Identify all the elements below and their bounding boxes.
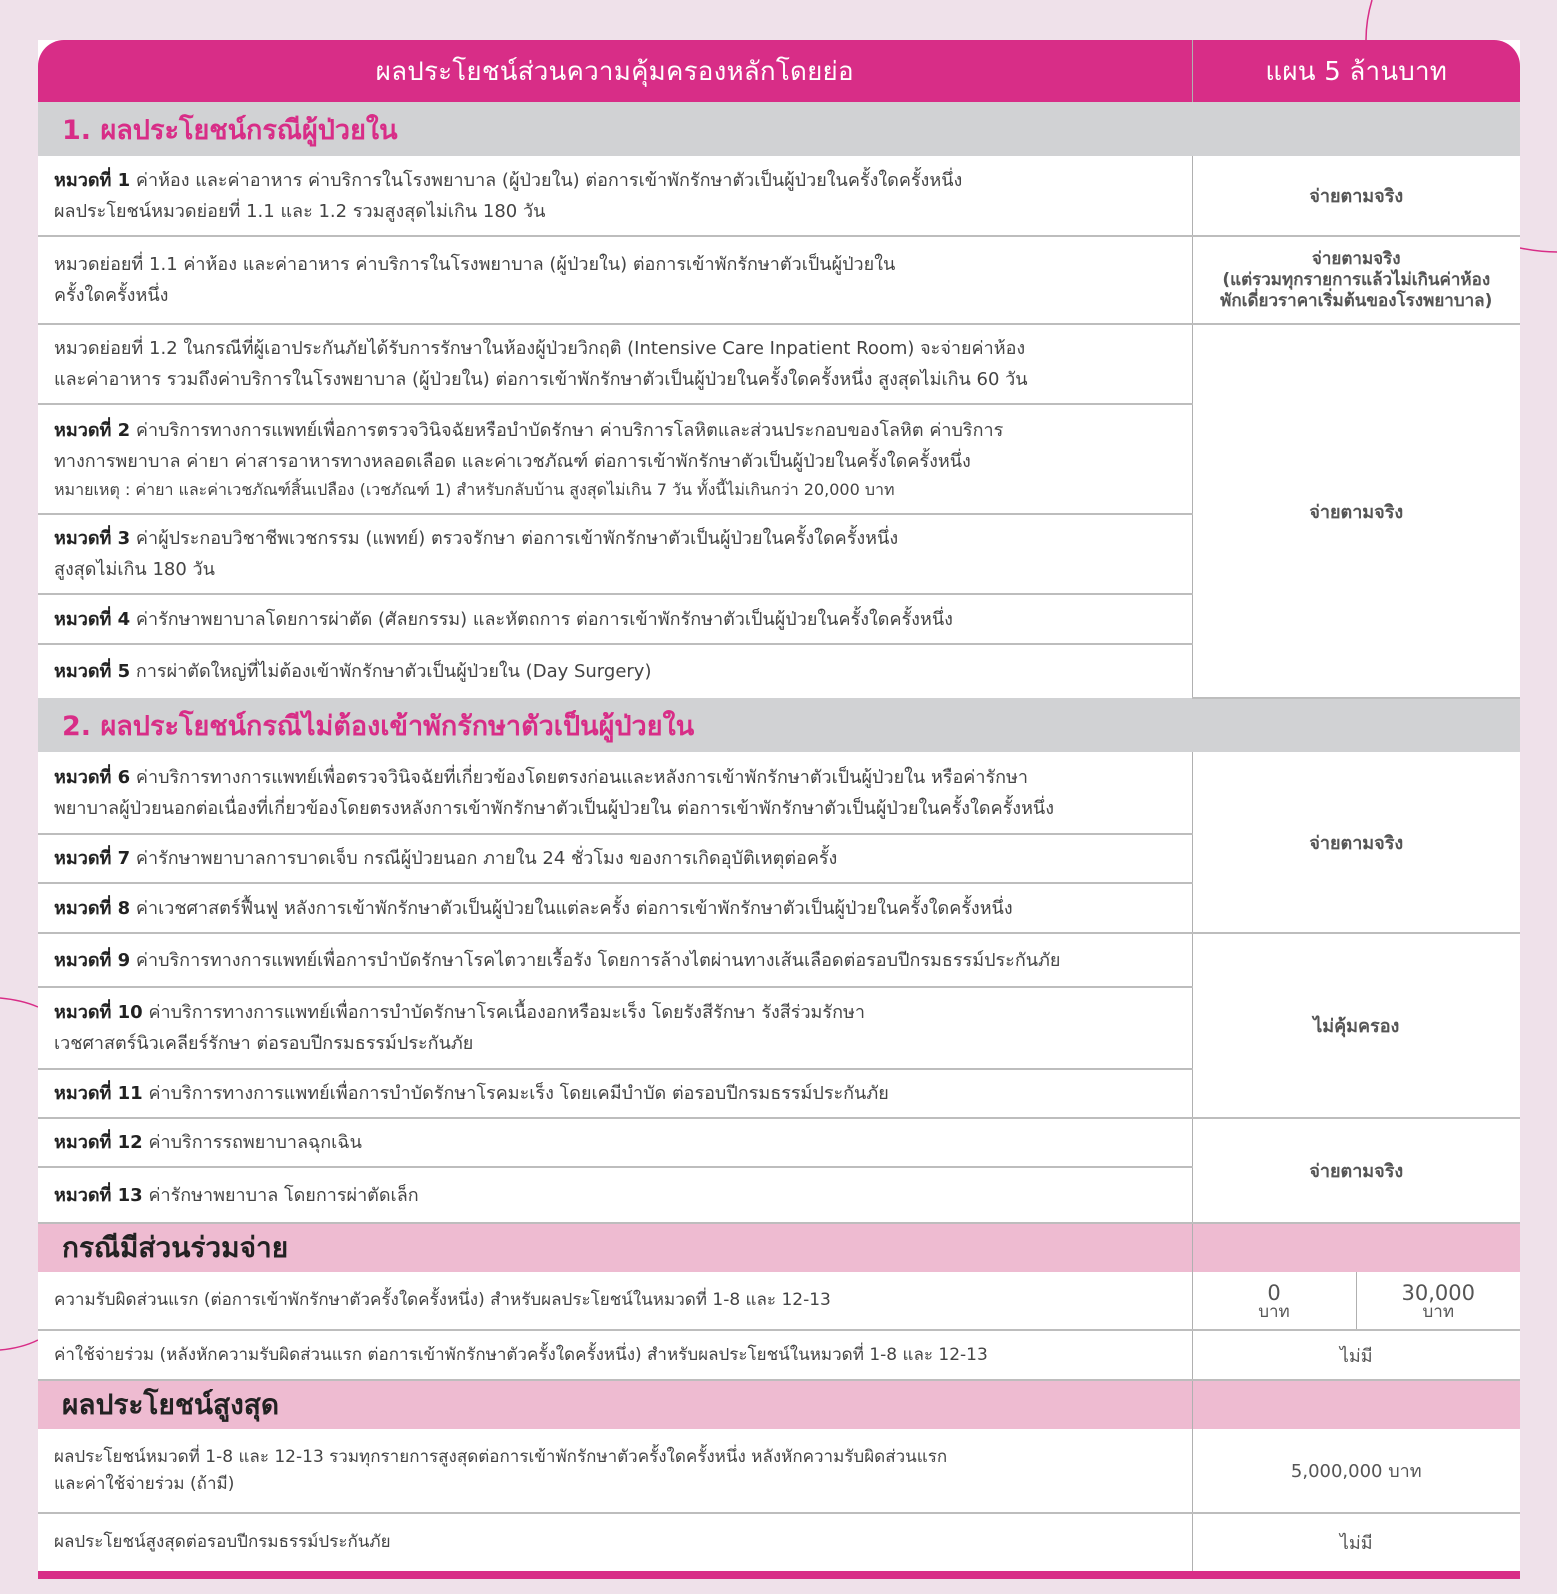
value-cell: จ่ายตามจริง: [1192, 752, 1520, 933]
table-row: [38, 1272, 1520, 1330]
category-text: หมวดย่อยที่ 1.1 ค่าห้อง และค่าอาหาร ค่าบริการในโรงพยาบาล (ผู้ป่วยใน) ต่อการเข้าพักรักษาตัวเป็นผู้ป่วยใน: [54, 254, 896, 275]
category-text: ค่าบริการทางการแพทย์เพื่อการบำบัดรักษาโรคมะเร็ง โดยเคมีบำบัด ต่อรอบปีกรมธรรม์ประกันภัย: [148, 1083, 889, 1104]
category-text: ค่าบริการทางการแพทย์เพื่อการบำบัดรักษาโรคไตวายเรื้อรัง โดยการล้างไตผ่านทางเส้นเลือดต่อรอบปีกรมธรรม์ประกันภัย: [135, 949, 1061, 971]
header-plan: แผน 5 ล้านบาท: [1192, 40, 1520, 102]
row-category-10: [38, 987, 1192, 1069]
category-label: หมวดที่ 1: [54, 169, 131, 191]
row-deductible: ความรับผิดส่วนแรก (ต่อการเข้าพักรักษาตัวครั้งใดครั้งหนึ่ง) สำหรับผลประโยชน์ในหมวดที่ 1-8 และ 12-13: [38, 1272, 1192, 1330]
option-amount: 0: [1267, 1280, 1281, 1305]
table-row: [38, 933, 1520, 987]
category-label: หมวดที่ 11: [54, 1083, 143, 1104]
table-row: [38, 156, 1520, 236]
category-text-line2: ผลประโยชน์หมวดย่อยที่ 1.1 และ 1.2 รวมสูงสุดไม่เกิน 180 วัน: [54, 200, 546, 222]
row-category-12: [38, 1118, 1192, 1167]
row-category-3: [38, 514, 1192, 594]
deductible-option-30000: [1356, 1272, 1520, 1330]
category-text-line2: พยาบาลผู้ป่วยนอกต่อเนื่องที่เกี่ยวข้องโดยตรงหลังการเข้าพักรักษาตัวเป็นผู้ป่วยใน ต่อการเข้าพักรักษาตัวเป็นผู้ป่วยในครั้งใดครั้งหนึ่ง: [54, 797, 1055, 819]
row-subcategory-1-2: [38, 324, 1192, 404]
category-note: หมายเหตุ : ค่ายา และค่าเวชภัณฑ์สิ้นเปลือง (เวชภัณฑ์ 1) สำหรับกลับบ้าน สูงสุดไม่เกิน 7 วัน ทั้งนี้ไม่เกินกว่า 20,000 บาท: [54, 480, 895, 499]
category-text: ค่ารักษาพยาบาลการบาดเจ็บ กรณีผู้ป่วยนอก ภายใน 24 ชั่วโมง ของการเกิดอุบัติเหตุต่อครั้ง: [135, 848, 838, 869]
table-row: [38, 752, 1520, 834]
option-unit: บาท: [1258, 1301, 1290, 1322]
category-text: หมวดย่อยที่ 1.2 ในกรณีที่ผู้เอาประกันภัยได้รับการรักษาในห้องผู้ป่วยวิกฤติ (Intensive Care Inpatient Room) จะจ่ายค่าห้อง: [54, 338, 1026, 359]
category-label: หมวดที่ 5: [54, 661, 131, 682]
category-text: ค่าผู้ประกอบวิชาชีพเวชกรรม (แพทย์) ตรวจรักษา ต่อการเข้าพักรักษาตัวเป็นผู้ป่วยในครั้งใดครั้งหนึ่ง: [135, 528, 899, 549]
category-text: ค่าห้อง และค่าอาหาร ค่าบริการในโรงพยาบาล (ผู้ป่วยใน) ต่อการเข้าพักรักษาตัวเป็นผู้ป่วยในครั้งใดครั้งหนึ่ง: [135, 169, 963, 191]
benefits-table-container: [38, 40, 1520, 1579]
category-label: หมวดที่ 7: [54, 848, 131, 869]
value-main: จ่ายตามจริง: [1311, 248, 1401, 269]
category-label: หมวดที่ 4: [54, 608, 131, 630]
section-title: กรณีมีส่วนร่วมจ่าย: [38, 1223, 1192, 1272]
benefits-table: [38, 40, 1520, 1571]
category-text: ค่าเวชศาสตร์ฟื้นฟู หลังการเข้าพักรักษาตัวเป็นผู้ป่วยในแต่ละครั้ง ต่อการเข้าพักรักษาตัวเป็นผู้ป่วยในครั้งใดครั้งหนึ่ง: [135, 897, 1013, 919]
section-spacer: [1192, 1223, 1520, 1272]
row-category-13: [38, 1167, 1192, 1223]
value-cell: จ่ายตามจริง: [1192, 156, 1520, 236]
section-title: ผลประโยชน์สูงสุด: [38, 1380, 1192, 1429]
option-unit: บาท: [1422, 1301, 1455, 1322]
row-category-1: [38, 156, 1192, 236]
value-cell: 5,000,000 บาท: [1192, 1429, 1520, 1513]
header-title: ผลประโยชน์ส่วนความคุ้มครองหลักโดยย่อ: [38, 40, 1192, 102]
deductible-option-0: [1192, 1272, 1356, 1330]
row-subcategory-1-1: [38, 236, 1192, 324]
table-row: [38, 1429, 1520, 1513]
row-category-7: [38, 834, 1192, 883]
value-cell: [1192, 236, 1520, 324]
category-label: หมวดที่ 10: [54, 1002, 143, 1023]
row-category-8: [38, 883, 1192, 933]
row-max-per-admission: [38, 1429, 1192, 1513]
option-amount: 30,000: [1401, 1280, 1475, 1305]
row-category-5: [38, 644, 1192, 698]
section-title: 1. ผลประโยชน์กรณีผู้ป่วยใน: [38, 102, 1520, 156]
category-text-line2: ทางการพยาบาล ค่ายา ค่าสารอาหารทางหลอดเลือด และค่าเวชภัณฑ์ ต่อการเข้าพักรักษาตัวเป็นผู้ป่วยในครั้งใดครั้งหนึ่ง: [54, 451, 971, 472]
table-row: [38, 236, 1520, 324]
category-text: ค่าบริการทางการแพทย์เพื่อตรวจวินิจฉัยที่เกี่ยวข้องโดยตรงก่อนและหลังการเข้าพักรักษาตัวเป็นผู้ป่วยใน หรือค่ารักษา: [135, 766, 1028, 788]
row-max-per-year: ผลประโยชน์สูงสุดต่อรอบปีกรมธรรม์ประกันภัย: [54, 1532, 391, 1552]
category-text: การผ่าตัดใหญ่ที่ไม่ต้องเข้าพักรักษาตัวเป็นผู้ป่วยใน (Day Surgery): [135, 661, 652, 682]
category-text: ค่ารักษาพยาบาลโดยการผ่าตัด (ศัลยกรรม) และหัตถการ ต่อการเข้าพักรักษาตัวเป็นผู้ป่วยในครั้งใดครั้งหนึ่ง: [135, 608, 953, 630]
category-label: หมวดที่ 9: [54, 949, 131, 971]
category-text-line2: เวชศาสตร์นิวเคลียร์รักษา ต่อรอบปีกรมธรรม์ประกันภัย: [54, 1033, 474, 1054]
row-category-4: [38, 594, 1192, 644]
section-outpatient: [38, 698, 1520, 752]
value-note: (แต่รวมทุกรายการแล้วไม่เกินค่าห้อง: [1222, 269, 1491, 290]
row-text: ผลประโยชน์หมวดที่ 1-8 และ 12-13 รวมทุกรายการสูงสุดต่อการเข้าพักรักษาตัวครั้งใดครั้งหนึ่ง หลังหักความรับผิดส่วนแรก: [54, 1446, 948, 1467]
value-cell: จ่ายตามจริง: [1192, 1118, 1520, 1223]
category-text-line2: และค่าอาหาร รวมถึงค่าบริการในโรงพยาบาล (ผู้ป่วยใน) ต่อการเข้าพักรักษาตัวเป็นผู้ป่วยในครั้งใดครั้งหนึ่ง สูงสุดไม่เกิน 60 วัน: [54, 369, 1028, 390]
category-label: หมวดที่ 2: [54, 420, 131, 441]
category-label: หมวดที่ 12: [54, 1132, 143, 1153]
row-category-6: [38, 752, 1192, 834]
category-text: ค่าบริการทางการแพทย์เพื่อการตรวจวินิจฉัยหรือบำบัดรักษา ค่าบริการโลหิตและส่วนประกอบของโลหิต ค่าบริการ: [135, 420, 1004, 441]
row-text-line2: และค่าใช้จ่ายร่วม (ถ้ามี): [54, 1473, 235, 1494]
category-text: ค่ารักษาพยาบาล โดยการผ่าตัดเล็ก: [148, 1184, 419, 1206]
value-note: พักเดี่ยวราคาเริ่มต้นของโรงพยาบาล): [1220, 290, 1493, 311]
section-inpatient: [38, 102, 1520, 156]
category-label: หมวดที่ 13: [54, 1184, 143, 1206]
row-copayment: ค่าใช้จ่ายร่วม (หลังหักความรับผิดส่วนแรก ต่อการเข้าพักรักษาตัวครั้งใดครั้งหนึ่ง) สำหรับผลประโยชน์ในหมวดที่ 1-8 และ 12-13: [38, 1330, 1192, 1380]
table-row: [38, 324, 1520, 404]
section-max-benefits: [38, 1380, 1520, 1429]
section-spacer: [1192, 1380, 1520, 1429]
category-label: หมวดที่ 3: [54, 528, 131, 549]
value-cell: ไม่มี: [1192, 1513, 1520, 1571]
value-cell: จ่ายตามจริง: [1192, 324, 1520, 698]
row-category-11: [38, 1069, 1192, 1118]
category-label: หมวดที่ 6: [54, 766, 131, 788]
table-header: [38, 40, 1520, 102]
table-row: [38, 1330, 1520, 1380]
table-row: [38, 1513, 1520, 1571]
category-text: ค่าบริการรถพยาบาลฉุกเฉิน: [148, 1132, 362, 1153]
category-text-line2: ครั้งใดครั้งหนึ่ง: [54, 285, 169, 306]
category-label: หมวดที่ 8: [54, 897, 131, 919]
category-text-line2: สูงสุดไม่เกิน 180 วัน: [54, 559, 215, 580]
section-copay: [38, 1223, 1520, 1272]
value-cell: ไม่มี: [1192, 1330, 1520, 1380]
section-title: 2. ผลประโยชน์กรณีไม่ต้องเข้าพักรักษาตัวเป็นผู้ป่วยใน: [38, 698, 1520, 752]
row-category-9: [38, 933, 1192, 987]
value-cell: ไม่คุ้มครอง: [1192, 933, 1520, 1118]
category-text: ค่าบริการทางการแพทย์เพื่อการบำบัดรักษาโรคเนื้องอกหรือมะเร็ง โดยรังสีรักษา รังสีร่วมรักษา: [148, 1002, 865, 1023]
bottom-accent-bar: [38, 1571, 1520, 1579]
table-row: [38, 1118, 1520, 1167]
row-category-2: [38, 404, 1192, 514]
